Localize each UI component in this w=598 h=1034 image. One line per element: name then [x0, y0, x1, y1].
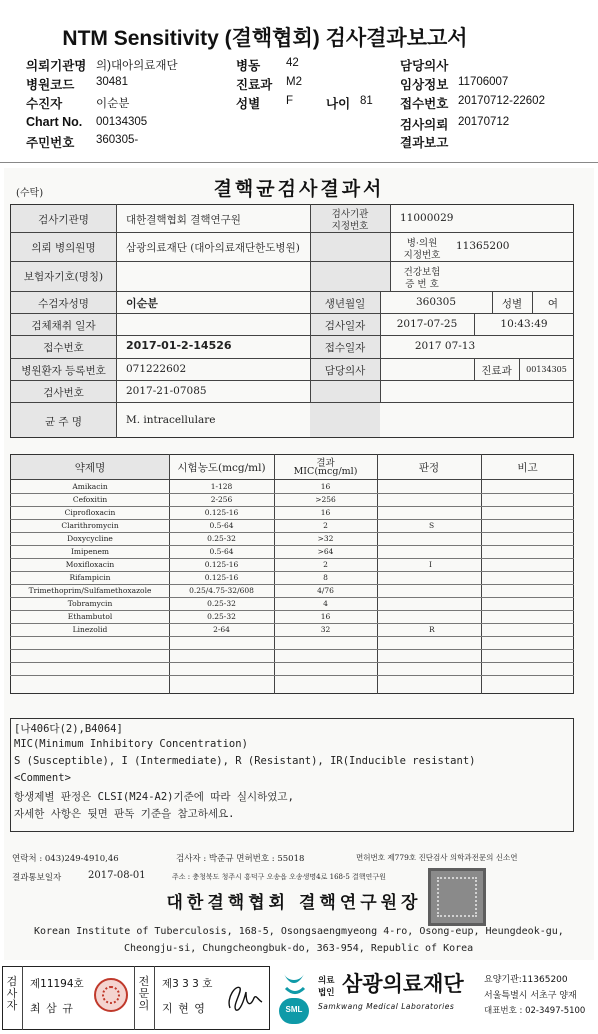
drug-mic: 16 [320, 482, 331, 491]
notes-mic: MIC(Minimum Inhibitory Concentration) [14, 738, 248, 750]
value-patient: 이순분 [96, 98, 130, 110]
value-department: M2 [286, 76, 302, 88]
sex-label: 성별 [501, 298, 523, 310]
label-age: 나이 [326, 97, 351, 111]
address-kr: 주소 : 충청북도 청주시 흥덕구 오송읍 오송생명4로 168-5 결핵연구원 [172, 873, 386, 881]
inst-code-value: 11000029 [400, 212, 454, 224]
value-hospital-code: 30481 [96, 76, 128, 88]
logo-sub-1: 의료 [318, 976, 335, 986]
institution-address: 서울특별시 서초구 양재 [484, 991, 577, 1001]
exam-no-label: 검사번호 [43, 387, 84, 399]
subject-name-label: 수검자성명 [38, 298, 89, 310]
drug-mic: >64 [317, 547, 334, 556]
license: 면허번호 제779호 진단검사 의학과전문의 신소연 [356, 853, 518, 862]
drug-row-divider [10, 519, 574, 520]
subject-name-value: 이순분 [126, 297, 158, 310]
value-age: 81 [360, 95, 373, 107]
drug-range: 0.25-32 [207, 599, 236, 608]
drug-range: 0.25/4.75-32/608 [189, 586, 254, 595]
org-name: 대한결핵협회 결핵연구원장 [166, 893, 422, 913]
drug-judgement: S [429, 521, 435, 530]
health-ins-label-1: 건강보험 [403, 267, 441, 278]
receipt-date-label: 접수일자 [324, 342, 366, 354]
drug-mic: 2 [323, 560, 328, 569]
birth-label: 생년월일 [324, 298, 366, 310]
drug-range: 0.5-64 [209, 521, 234, 530]
patient-reg-value: 071222602 [126, 363, 187, 375]
report-date: 2017-08-01 [88, 870, 146, 881]
species-label: 균 주 명 [44, 416, 83, 428]
report-title: NTM Sensitivity (결핵협회) 검사결과보고서 [62, 27, 468, 50]
drug-name: Ethambutol [67, 612, 113, 621]
inspector-no: 제11194호 [30, 978, 84, 990]
address-en-1: Korean Institute of Tuberculosis, 168-5, Osongsaengmyeong 4-ro, Osong-eup, Heungdeok-gu, [34, 926, 564, 937]
drug-row-divider [10, 675, 574, 676]
drug-name: Amikacin [72, 482, 108, 491]
label-ward: 병동 [236, 59, 261, 73]
drug-row-divider [10, 532, 574, 533]
value-requester: 의)대아의료재단 [96, 60, 178, 72]
drug-name: Tobramycin [67, 599, 113, 608]
label-request-date: 검사의뢰 [400, 118, 449, 132]
label-clinical-info: 임상정보 [400, 78, 449, 92]
label-requester: 의뢰기관명 [26, 59, 87, 73]
label-doctor: 담당의사 [400, 59, 449, 73]
drug-range: 0.5-64 [209, 547, 234, 556]
notes-legend: S (Susceptible), I (Intermediate), R (Resistant), IR(Inducible resistant) [14, 755, 476, 767]
label-hospital-code: 병원코드 [26, 78, 75, 92]
hosp-value: 삼광의료재단 (대아의료재단한도병원) [126, 242, 300, 254]
label-sex: 성별 [236, 97, 261, 111]
value-sex: F [286, 95, 294, 107]
insurer-label: 보험자기호(명칭) [23, 271, 104, 283]
header-divider [0, 162, 598, 163]
inst-code-label-2: 지정번호 [331, 221, 369, 232]
inspector-label: 검사자 [6, 975, 18, 1012]
label-patient: 수진자 [26, 97, 63, 111]
dept-value: 00134305 [526, 365, 567, 374]
drug-judgement: I [429, 560, 432, 569]
col-range: 시험농도(mcg/ml) [177, 462, 266, 474]
value-clinical-info: 11706007 [458, 76, 509, 88]
value-chart-no: 00134305 [96, 116, 148, 128]
collect-date-label: 검체채취 일자 [31, 320, 96, 332]
specialist-label: 전문의 [138, 975, 150, 1012]
drug-row-divider [10, 662, 574, 663]
drug-row-divider [10, 623, 574, 624]
col-remark: 비고 [517, 462, 538, 474]
drug-name: Moxifloxacin [65, 560, 115, 569]
logo-name: 삼광의료재단 [342, 972, 464, 996]
drug-row-divider [10, 506, 574, 507]
receipt-no-label: 접수번호 [43, 342, 84, 354]
drug-mic: 16 [320, 612, 331, 621]
col-drug: 약제명 [74, 462, 106, 474]
logo-english: Samkwang Medical Laboratories [318, 1002, 455, 1011]
drug-mic: 8 [323, 573, 328, 582]
label-result-report: 결과보고 [400, 136, 449, 150]
receipt-no-value: 2017-01-2-14526 [126, 339, 232, 352]
drug-range: 2-256 [210, 495, 233, 504]
hosp-code-value: 11365200 [456, 240, 510, 252]
label-chart-no: Chart No. [26, 115, 83, 129]
drug-row-divider [10, 493, 574, 494]
patient-reg-label: 병원환자 등록번호 [21, 365, 106, 377]
drug-range: 1-128 [210, 482, 233, 491]
specialist-no: 제3 3 3 호 [162, 978, 213, 990]
drug-row-divider [10, 649, 574, 650]
official-seal [428, 868, 486, 926]
drug-range: 0.125-16 [204, 573, 239, 582]
col-judgement: 판정 [418, 462, 440, 474]
drug-mic: 4/76 [317, 586, 334, 595]
value-receipt-no: 20170712-22602 [458, 95, 545, 107]
institution-code: 요양기관:11365200 [484, 975, 568, 985]
drug-range: 0.125-16 [204, 560, 239, 569]
notes-comment-heading: <Comment> [14, 772, 71, 784]
signature-bar [0, 964, 598, 1034]
birth-value: 360305 [415, 296, 457, 308]
test-time-value: 10:43:49 [500, 318, 548, 330]
hosp-label: 의뢰 병의원명 [31, 242, 96, 254]
drug-mic: >256 [315, 495, 336, 504]
test-date-value: 2017-07-25 [396, 318, 458, 330]
drug-mic: 16 [320, 508, 331, 517]
hosp-code-label-2: 지정번호 [403, 250, 441, 261]
label-department: 진료과 [236, 78, 273, 92]
receipt-tag: (수탁) [16, 188, 44, 199]
doc-title: 결핵균검사결과서 [213, 178, 385, 200]
label-resident-no: 주민번호 [26, 136, 75, 150]
drug-mic: >32 [317, 534, 334, 543]
report-date-label: 결과통보일자 [12, 873, 62, 883]
drug-row-divider [10, 610, 574, 611]
drug-name: Rifampicin [69, 573, 111, 582]
species-value: M. intracellulare [126, 414, 216, 426]
drug-name: Clarithromycin [61, 521, 119, 530]
health-ins-label-2: 증 번 호 [405, 279, 439, 290]
hosp-code-label-1: 병·의원 [406, 238, 438, 249]
value-resident-no: 360305- [96, 134, 139, 146]
drug-name: Doxycycline [67, 534, 113, 543]
inst-label: 검사기관명 [38, 214, 89, 226]
dept-label: 진료과 [481, 365, 512, 377]
col-mic-2: MIC(mcg/ml) [293, 466, 358, 477]
drug-range: 0.125-16 [204, 508, 239, 517]
inst-value: 대한결핵협회 결핵연구원 [126, 214, 241, 226]
notes-code: [나406다(2),B4064] [14, 723, 123, 735]
examiner: 검사자 : 박준규 면허번호 : 55018 [176, 854, 305, 864]
drug-mic: 4 [323, 599, 328, 608]
sml-logo-badge: SML [276, 968, 312, 1028]
drug-row-divider [10, 558, 574, 559]
institution-phone: 대표번호 : 02-3497-5100 [484, 1006, 586, 1016]
value-request-date: 20170712 [458, 116, 510, 128]
notes-comment-2: 자세한 사항은 뒷면 판독 기준을 참고하세요. [14, 808, 235, 820]
receipt-date-value: 2017 07-13 [414, 340, 476, 352]
test-date-label: 검사일자 [324, 320, 366, 332]
contact: 연락처 : 043)249-4910,46 [12, 854, 119, 864]
value-ward: 42 [286, 57, 299, 69]
drug-name: Cefoxitin [72, 495, 108, 504]
notes-comment-1: 항생제별 판정은 CLSI(M24-A2)기준에 따라 실시하였고, [14, 791, 294, 803]
drug-name: Ciprofloxacin [64, 508, 116, 517]
specialist-signature [222, 978, 268, 1018]
inspector-name: 최 삼 규 [30, 1002, 74, 1015]
drug-mic: 32 [320, 625, 331, 634]
inst-code-label-1: 검사기관 [331, 209, 369, 220]
drug-row-divider [10, 545, 574, 546]
drug-range: 0.25-32 [207, 534, 236, 543]
drug-row-divider [10, 636, 574, 637]
exam-no-value: 2017-21-07085 [126, 385, 207, 397]
logo-sub-2: 법인 [318, 988, 335, 998]
doctor-label: 담당의사 [324, 365, 366, 377]
drug-row-divider [10, 597, 574, 598]
drug-name: Imipenem [70, 547, 110, 556]
drug-row-divider [10, 584, 574, 585]
drug-range: 2-64 [213, 625, 230, 634]
drug-range: 0.25-32 [207, 612, 236, 621]
inspector-seal [94, 978, 128, 1012]
drug-mic: 2 [323, 521, 328, 530]
drug-judgement: R [429, 625, 435, 634]
col-mic-1: 결과 [316, 458, 335, 469]
drug-name: Linezolid [72, 625, 108, 634]
drug-name: Trimethoprim/Sulfamethoxazole [28, 586, 152, 595]
address-en-2: Cheongju-si, Chungcheongbuk-do, 363-954, Republic of Korea [124, 943, 474, 954]
sex-value: 여 [547, 298, 559, 310]
drug-row-divider [10, 571, 574, 572]
label-receipt-no: 접수번호 [400, 97, 449, 111]
scanned-report [4, 168, 594, 960]
specialist-name: 지 현 영 [162, 1002, 206, 1015]
